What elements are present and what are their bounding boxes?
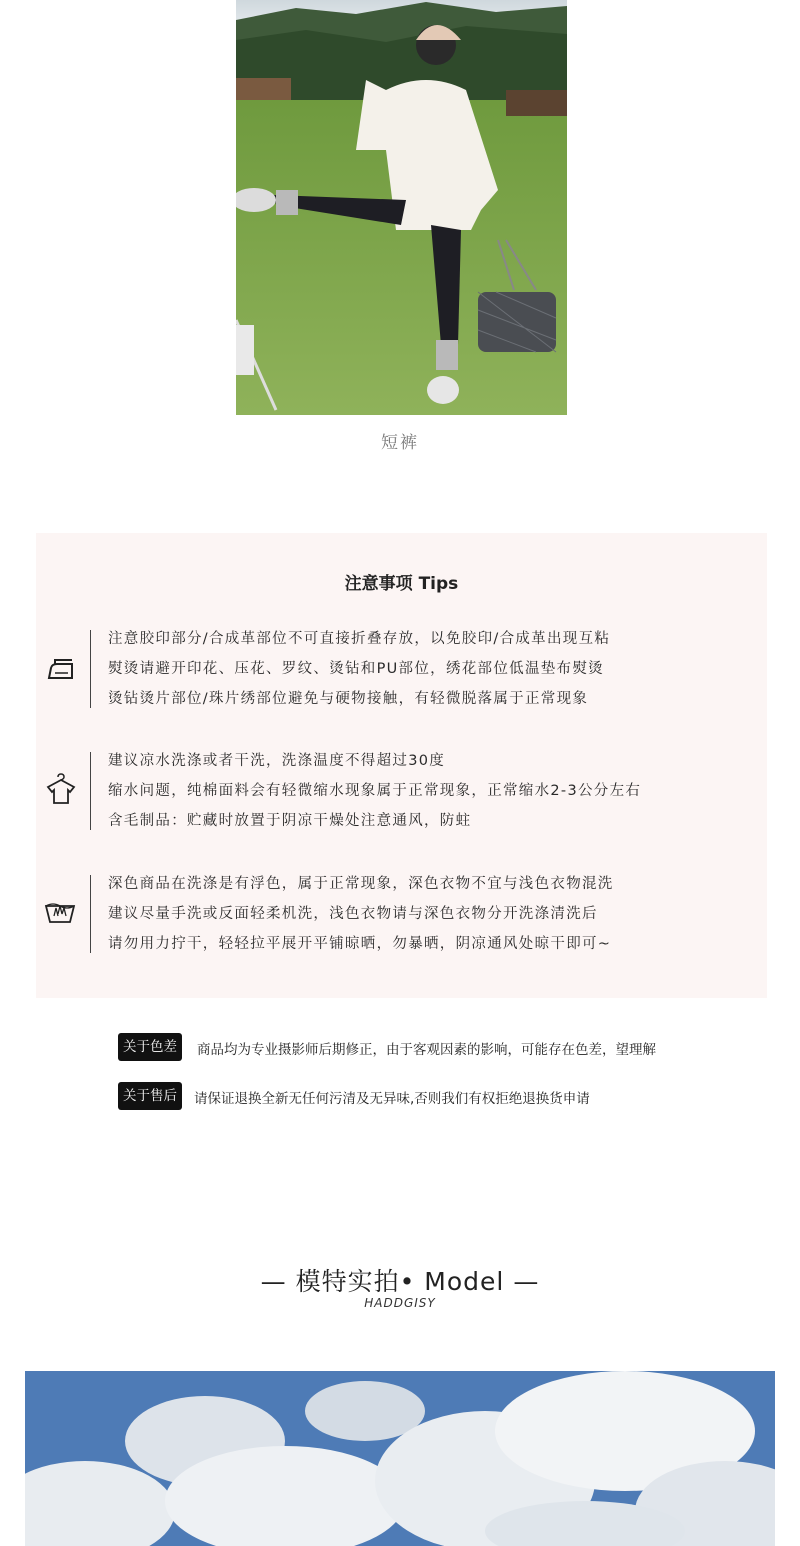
model-section-heading: — 模特实拍• Model — [260,1267,540,1296]
tip-line: 烫钻烫片部位/珠片绣部位避免与硬物接触，有轻微脱落属于正常现象 [108,691,589,707]
photo-caption: 短裤 [381,433,419,453]
note-badge: 关于色差 [118,1033,182,1061]
tip-line: 含毛制品：贮藏时放置于阴凉干燥处注意通风，防蛀 [108,813,472,829]
tip-line: 深色商品在洗涤是有浮色，属于正常现象，深色衣物不宜与浅色衣物混洗 [108,876,614,892]
tip-divider [90,875,91,953]
hanging-shirt-icon [44,771,78,805]
model-photo [25,1371,775,1546]
tip-divider [90,752,91,830]
hand-wash-icon [44,894,78,928]
tip-line: 注意胶印部分/合成革部位不可直接折叠存放，以免胶印/合成革出现互粘 [108,631,611,647]
photo-illustration [236,0,567,415]
tip-divider [90,630,91,708]
note-text: 请保证退换全新无任何污清及无异味,否则我们有权拒绝退换货申请 [194,1091,590,1107]
tip-line: 请勿用力拧干，轻轻拉平展开平铺晾晒，勿暴晒，阴凉通风处晾干即可~ [108,936,612,952]
tip-line: 建议凉水洗涤或者干洗，洗涤温度不得超过30度 [108,753,446,769]
tips-card [36,533,767,998]
product-photo [236,0,567,415]
tip-line: 建议尽量手洗或反面轻柔机洗，浅色衣物请与深色衣物分开洗涤清洗后 [108,906,598,922]
note-text: 商品均为专业摄影师后期修正，由于客观因素的影响，可能存在色差，望理解 [197,1042,656,1058]
sky-photo-illustration [25,1371,775,1546]
tip-line: 缩水问题，纯棉面料会有轻微缩水现象属于正常现象，正常缩水2-3公分左右 [108,783,642,799]
model-section-brand: HADDGISY [364,1296,436,1310]
tip-line: 熨烫请避开印花、压花、罗纹、烫钻和PU部位，绣花部位低温垫布熨烫 [108,661,604,677]
iron-icon [44,654,78,688]
tips-title: 注意事项 Tips [344,574,459,594]
note-badge: 关于售后 [118,1082,182,1110]
